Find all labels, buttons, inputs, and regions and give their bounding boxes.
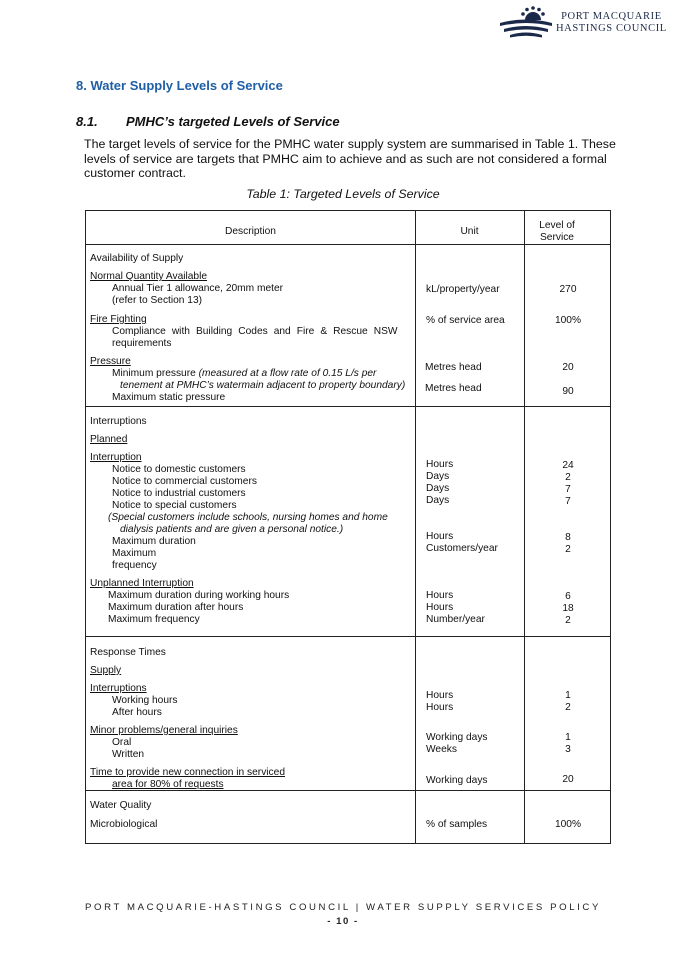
interruptions-title: Interruptions bbox=[90, 416, 147, 427]
list-item: requirements bbox=[112, 338, 172, 349]
value-cell: 20 bbox=[562, 774, 574, 785]
list-item: Compliance with Building Codes and Fire & Rescue NSW bbox=[112, 326, 398, 337]
minor-problems-label: Minor problems/general inquiries bbox=[90, 725, 238, 736]
header-unit: Unit bbox=[460, 226, 479, 237]
unit-cell: Working days bbox=[426, 775, 488, 786]
availability-title: Availability of Supply bbox=[90, 253, 184, 264]
unit-cell: Metres head bbox=[425, 362, 482, 373]
list-item: Notice to domestic customers bbox=[112, 464, 246, 475]
unit-cell: Customers/year bbox=[426, 543, 498, 554]
value-cell: 3 bbox=[565, 744, 571, 755]
list-item: Notice to industrial customers bbox=[112, 488, 246, 499]
page-number: - 10 - bbox=[327, 916, 359, 927]
connection-label-cont: area for 80% of requests bbox=[112, 779, 224, 790]
logo-emblem bbox=[498, 4, 554, 40]
unit-cell: Days bbox=[426, 495, 450, 506]
unit-cell: Hours bbox=[426, 602, 454, 613]
value-cell: 7 bbox=[565, 484, 571, 495]
value-cell: 6 bbox=[565, 591, 571, 602]
value-cell: 1 bbox=[565, 732, 571, 743]
levels-of-service-table bbox=[85, 210, 611, 844]
list-item: (Special customers include schools, nursing homes and home bbox=[108, 512, 388, 523]
microbiological-label: Microbiological bbox=[90, 819, 158, 830]
unit-cell: Hours bbox=[426, 459, 454, 470]
unit-cell: Weeks bbox=[426, 744, 457, 755]
table-caption: Table 1: Targeted Levels of Service bbox=[246, 187, 440, 201]
unit-cell: Number/year bbox=[426, 614, 485, 625]
list-item: (refer to Section 13) bbox=[112, 295, 203, 306]
list-item: Maximum frequency bbox=[108, 614, 200, 625]
list-item: Minimum pressure (measured at a flow rate of 0.15 L/s per bbox=[112, 368, 377, 379]
list-item: Oral bbox=[112, 737, 132, 748]
list-item: Maximum duration bbox=[112, 536, 196, 547]
value-cell: 2 bbox=[565, 615, 571, 626]
value-cell: 90 bbox=[562, 386, 574, 397]
value-cell: 100% bbox=[554, 315, 582, 326]
list-item: frequency bbox=[112, 560, 157, 571]
value-cell: 8 bbox=[565, 532, 571, 543]
interruptions-label: Interruptions bbox=[90, 683, 147, 694]
value-cell: 7 bbox=[565, 496, 571, 507]
water-quality-title: Water Quality bbox=[90, 800, 152, 811]
list-item: tenement at PMHC’s watermain adjacent to property boundary) bbox=[120, 380, 406, 391]
list-item: Written bbox=[112, 749, 145, 760]
unit-cell: Working days bbox=[426, 732, 488, 743]
list-item: Annual Tier 1 allowance, 20mm meter bbox=[112, 283, 284, 294]
fire-fighting-label: Fire Fighting bbox=[90, 314, 147, 325]
council-logo bbox=[498, 4, 668, 40]
unit-cell: Hours bbox=[426, 690, 454, 701]
page-footer: PORT MACQUARIE-HASTINGS COUNCIL | WATER SUPPLY SERVICES POLICY bbox=[85, 902, 601, 913]
value-cell: 270 bbox=[559, 284, 577, 295]
list-item: Maximum static pressure bbox=[112, 392, 226, 403]
value-cell: 24 bbox=[562, 460, 574, 471]
value-cell: 18 bbox=[562, 603, 574, 614]
unit-cell: Metres head bbox=[425, 383, 482, 394]
unplanned-label: Unplanned Interruption bbox=[90, 578, 194, 589]
section-heading: 8. Water Supply Levels of Service bbox=[76, 78, 283, 93]
unit-cell: kL/property/year bbox=[426, 284, 500, 295]
value-cell: 2 bbox=[565, 472, 571, 483]
unit-cell: Hours bbox=[426, 590, 454, 601]
logo-text: PORT MACQUARIE HASTINGS COUNCIL bbox=[556, 11, 667, 34]
list-item: Notice to commercial customers bbox=[112, 476, 257, 487]
list-item: dialysis patients and are given a personal notice.) bbox=[120, 524, 344, 535]
value-cell: 100% bbox=[554, 819, 582, 830]
value-cell: 1 bbox=[565, 690, 571, 701]
response-times-title: Response Times bbox=[90, 647, 166, 658]
value-cell: 20 bbox=[562, 362, 574, 373]
pressure-label: Pressure bbox=[90, 356, 131, 367]
list-item: Maximum duration during working hours bbox=[108, 590, 290, 601]
list-item: Working hours bbox=[112, 695, 178, 706]
list-item: Maximum duration after hours bbox=[108, 602, 244, 613]
supply-label: Supply bbox=[90, 665, 122, 676]
unit-cell: % of service area bbox=[426, 315, 505, 326]
list-item: After hours bbox=[112, 707, 162, 718]
header-level: Level of Service bbox=[539, 220, 575, 243]
intro-paragraph: The target levels of service for the PMHC water supply system are summarised in Table 1. These levels of service are targets that PMHC aim to achieve and as such are not considered a formal customer contract. bbox=[84, 137, 616, 181]
unit-cell: Days bbox=[426, 483, 450, 494]
list-item: Maximum bbox=[112, 548, 157, 559]
list-item: Notice to special customers bbox=[112, 500, 237, 511]
normal-quantity-label: Normal Quantity Available bbox=[90, 271, 208, 282]
header-description: Description bbox=[225, 226, 276, 237]
unit-cell: Hours bbox=[426, 531, 454, 542]
unit-cell: Days bbox=[426, 471, 450, 482]
value-cell: 2 bbox=[565, 544, 571, 555]
planned-label: Planned bbox=[90, 434, 128, 445]
connection-label: Time to provide new connection in serviced bbox=[90, 767, 285, 778]
value-cell: 2 bbox=[565, 702, 571, 713]
unit-cell: Hours bbox=[426, 702, 454, 713]
subsection-heading: 8.1. PMHC’s targeted Levels of Service bbox=[76, 114, 340, 129]
unit-cell: % of samples bbox=[426, 819, 488, 830]
interruption-label: Interruption bbox=[90, 452, 142, 463]
